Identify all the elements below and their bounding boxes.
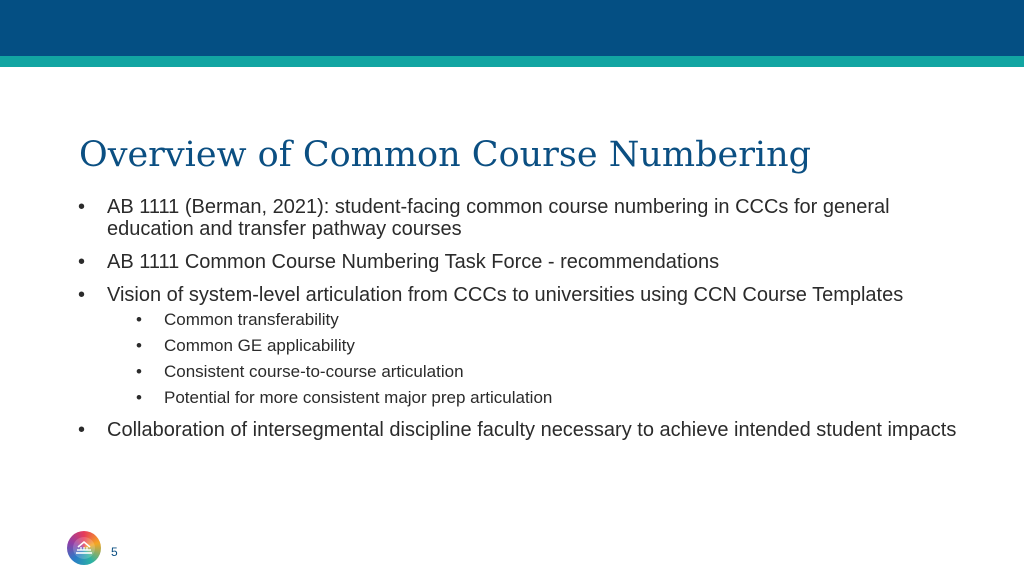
bullet-item [78, 251, 958, 273]
sub-bullet-text: Consistent course-to-course articulation [164, 362, 464, 381]
page-number: 5 [111, 545, 118, 559]
bullet-text: Vision of system-level articulation from CCCs to universities using CCN Course Templates [107, 284, 904, 306]
logo-mark [67, 531, 101, 565]
bullet-list [78, 196, 958, 452]
bullet-item [78, 196, 958, 240]
bullet-text: AB 1111 (Berman, 2021): student-facing common course numbering in CCCs for general education and transfer pathway courses [107, 196, 890, 240]
bullet-item [78, 419, 958, 441]
bullet-marker: • [136, 388, 142, 407]
bullet-item [78, 284, 958, 408]
sub-bullet-item [107, 388, 958, 408]
bullet-marker: • [78, 196, 86, 218]
bullet-text: AB 1111 Common Course Numbering Task Force - recommendations [107, 251, 720, 273]
bullet-marker: • [78, 251, 86, 273]
sub-bullet-item [107, 310, 958, 330]
bullet-marker: • [136, 310, 142, 329]
sub-bullet-text: Common GE applicability [164, 336, 355, 355]
sub-bullet-item [107, 336, 958, 356]
accent-bar [0, 56, 1024, 67]
bullet-marker: • [136, 336, 142, 355]
college-logo-icon [67, 531, 101, 565]
sub-bullet-text: Potential for more consistent major prep articulation [164, 388, 553, 407]
sub-bullet-list [107, 310, 958, 408]
bullet-text: Collaboration of intersegmental discipline faculty necessary to achieve intended student impacts [107, 419, 957, 441]
slide-title: Overview of Common Course Numbering [79, 135, 812, 175]
bullet-marker: • [136, 362, 142, 381]
sub-bullet-text: Common transferability [164, 310, 339, 329]
bullet-marker: • [78, 284, 86, 306]
header-bar [0, 0, 1024, 56]
sub-bullet-item [107, 362, 958, 382]
bullet-marker: • [78, 419, 86, 441]
